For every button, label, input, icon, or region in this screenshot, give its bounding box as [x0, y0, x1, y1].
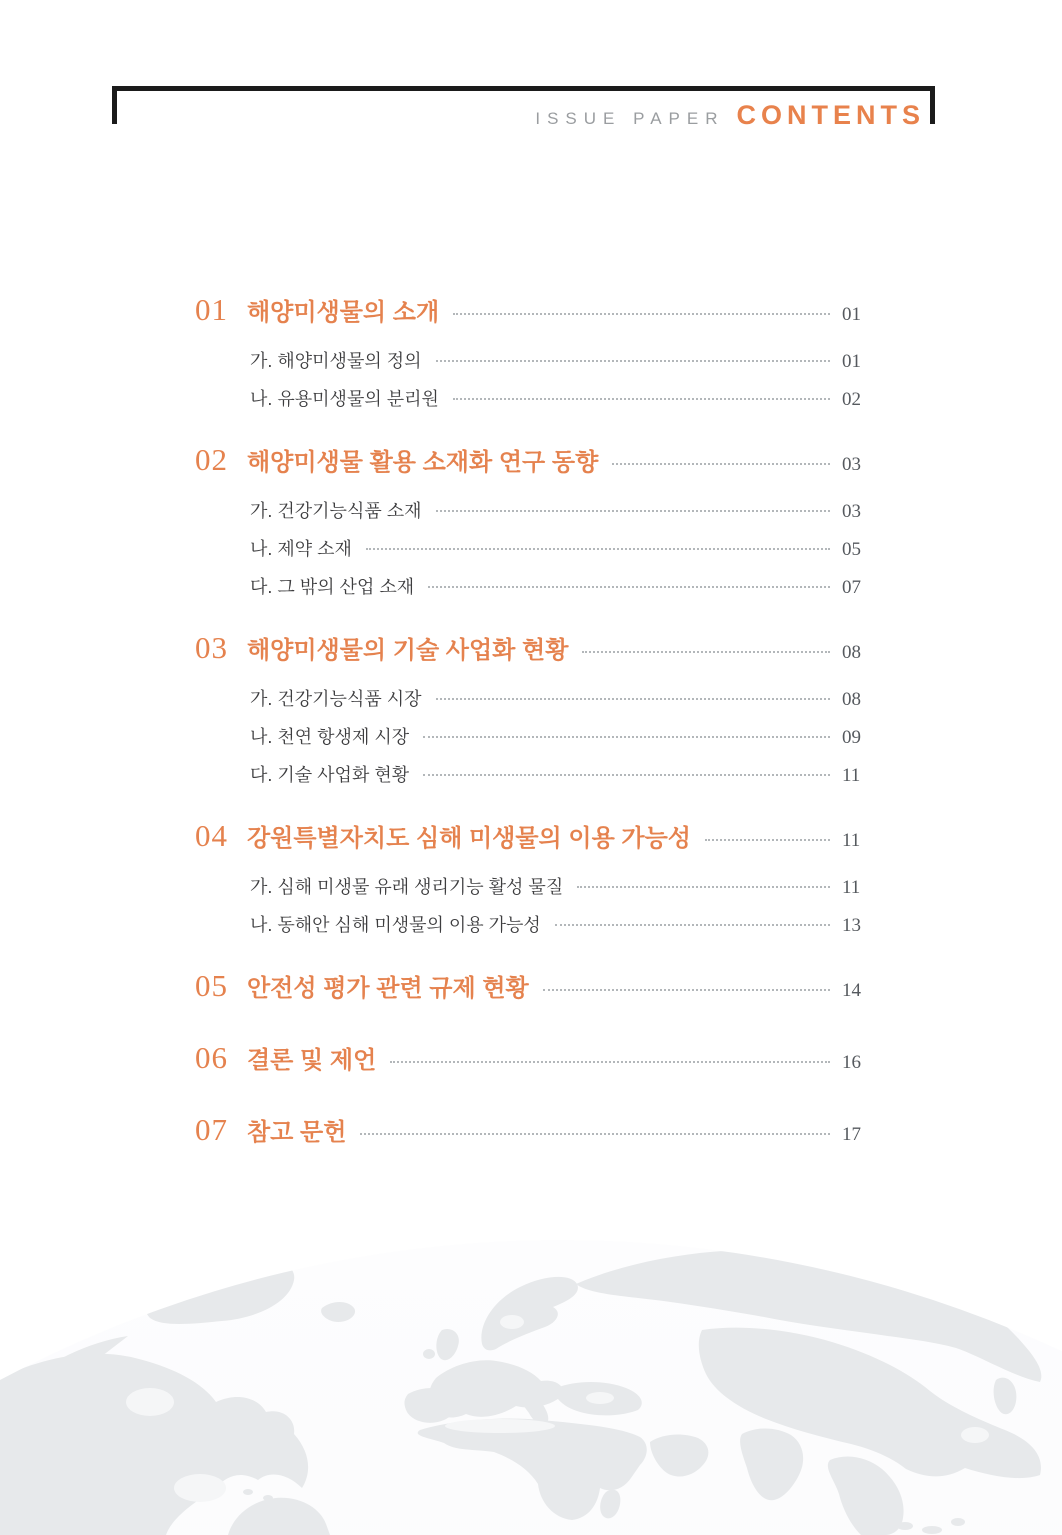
toc-sub-row[interactable] [250, 915, 872, 936]
page-number: 07 [842, 577, 861, 598]
section-title: 강원특별자치도 심해 미생물의 이용 가능성 [247, 825, 691, 852]
toc-sub-row[interactable] [250, 539, 872, 560]
page-number: 02 [842, 389, 861, 410]
dotted-leader [705, 839, 830, 841]
toc-sub-row[interactable] [250, 765, 872, 786]
toc-heading-row[interactable] [195, 293, 872, 332]
page-number: 08 [842, 689, 861, 710]
toc-sub-row[interactable] [250, 877, 872, 898]
dotted-leader [436, 698, 831, 700]
dotted-leader [453, 398, 830, 400]
toc-sub-row[interactable] [250, 501, 872, 522]
toc-sub-row[interactable] [250, 351, 872, 372]
page-number: 01 [842, 351, 861, 372]
dotted-leader [582, 651, 830, 653]
section-number: 06 [195, 1040, 228, 1075]
toc-section-03 [195, 631, 872, 786]
sub-item-label: 다. 기술 사업화 현황 [250, 765, 410, 785]
dotted-leader [423, 774, 830, 776]
toc-section-02 [195, 443, 872, 598]
toc-heading-row[interactable] [195, 1113, 872, 1152]
toc-sub-row[interactable] [250, 389, 872, 410]
toc-heading-row[interactable] [195, 969, 872, 1008]
page-number: 09 [842, 727, 861, 748]
dotted-leader [453, 313, 830, 315]
page-number: 08 [842, 642, 861, 663]
toc-sub-row[interactable] [250, 689, 872, 710]
section-number: 01 [195, 292, 228, 327]
bracket-left-bar [112, 91, 117, 124]
dotted-leader [390, 1061, 830, 1063]
section-number: 05 [195, 968, 228, 1003]
dotted-leader [612, 463, 830, 465]
section-number: 04 [195, 818, 228, 853]
table-of-contents [195, 293, 872, 1185]
toc-sub-row[interactable] [250, 577, 872, 598]
header-bracket [112, 86, 935, 130]
page-number: 11 [842, 765, 861, 786]
sub-item-label: 나. 천연 항생제 시장 [250, 727, 410, 747]
page-number: 16 [842, 1052, 861, 1073]
sub-item-label: 나. 동해안 심해 미생물의 이용 가능성 [250, 915, 541, 935]
dotted-leader [366, 548, 830, 550]
sub-item-label: 가. 건강기능식품 시장 [250, 689, 422, 709]
issue-paper-label: ISSUE PAPER [535, 109, 725, 128]
page-number: 11 [842, 877, 861, 898]
section-number: 02 [195, 442, 228, 477]
dotted-leader [577, 886, 830, 888]
page-number: 03 [842, 501, 861, 522]
section-title: 해양미생물 활용 소재화 연구 동향 [247, 449, 599, 476]
toc-heading-row[interactable] [195, 443, 872, 482]
page-number: 01 [842, 304, 861, 325]
header-text [535, 100, 925, 131]
world-map [0, 1230, 1062, 1535]
section-number: 03 [195, 630, 228, 665]
toc-section-04 [195, 819, 872, 936]
dotted-leader [436, 510, 831, 512]
sub-item-label: 나. 제약 소재 [250, 539, 352, 559]
section-number: 07 [195, 1112, 228, 1147]
toc-section-01 [195, 293, 872, 410]
section-title: 해양미생물의 소개 [247, 299, 440, 326]
toc-heading-row[interactable] [195, 819, 872, 858]
dotted-leader [360, 1133, 830, 1135]
toc-heading-row[interactable] [195, 1041, 872, 1080]
dotted-leader [543, 989, 830, 991]
section-title: 안전성 평가 관련 규제 현황 [247, 975, 529, 1002]
sub-item-label: 나. 유용미생물의 분리원 [250, 389, 439, 409]
toc-section-05 [195, 969, 872, 1008]
page-number: 11 [842, 830, 861, 851]
page-number: 17 [842, 1124, 861, 1145]
dotted-leader [423, 736, 830, 738]
page-number: 14 [842, 980, 861, 1001]
contents-title: CONTENTS [736, 100, 925, 130]
sub-item-label: 다. 그 밖의 산업 소재 [250, 577, 415, 597]
sub-item-label: 가. 심해 미생물 유래 생리기능 활성 물질 [250, 877, 564, 897]
bracket-right-bar [930, 91, 935, 124]
section-title: 해양미생물의 기술 사업화 현황 [247, 637, 569, 664]
toc-section-07 [195, 1113, 872, 1152]
toc-heading-row[interactable] [195, 631, 872, 670]
section-title: 참고 문헌 [247, 1119, 347, 1146]
page-number: 05 [842, 539, 861, 560]
page-number: 03 [842, 454, 861, 475]
toc-sub-row[interactable] [250, 727, 872, 748]
dotted-leader [428, 586, 830, 588]
sub-item-label: 가. 해양미생물의 정의 [250, 351, 422, 371]
section-title: 결론 및 제언 [247, 1047, 377, 1074]
dotted-leader [436, 360, 831, 362]
toc-section-06 [195, 1041, 872, 1080]
sub-item-label: 가. 건강기능식품 소재 [250, 501, 422, 521]
page-number: 13 [842, 915, 861, 936]
dotted-leader [555, 924, 830, 926]
